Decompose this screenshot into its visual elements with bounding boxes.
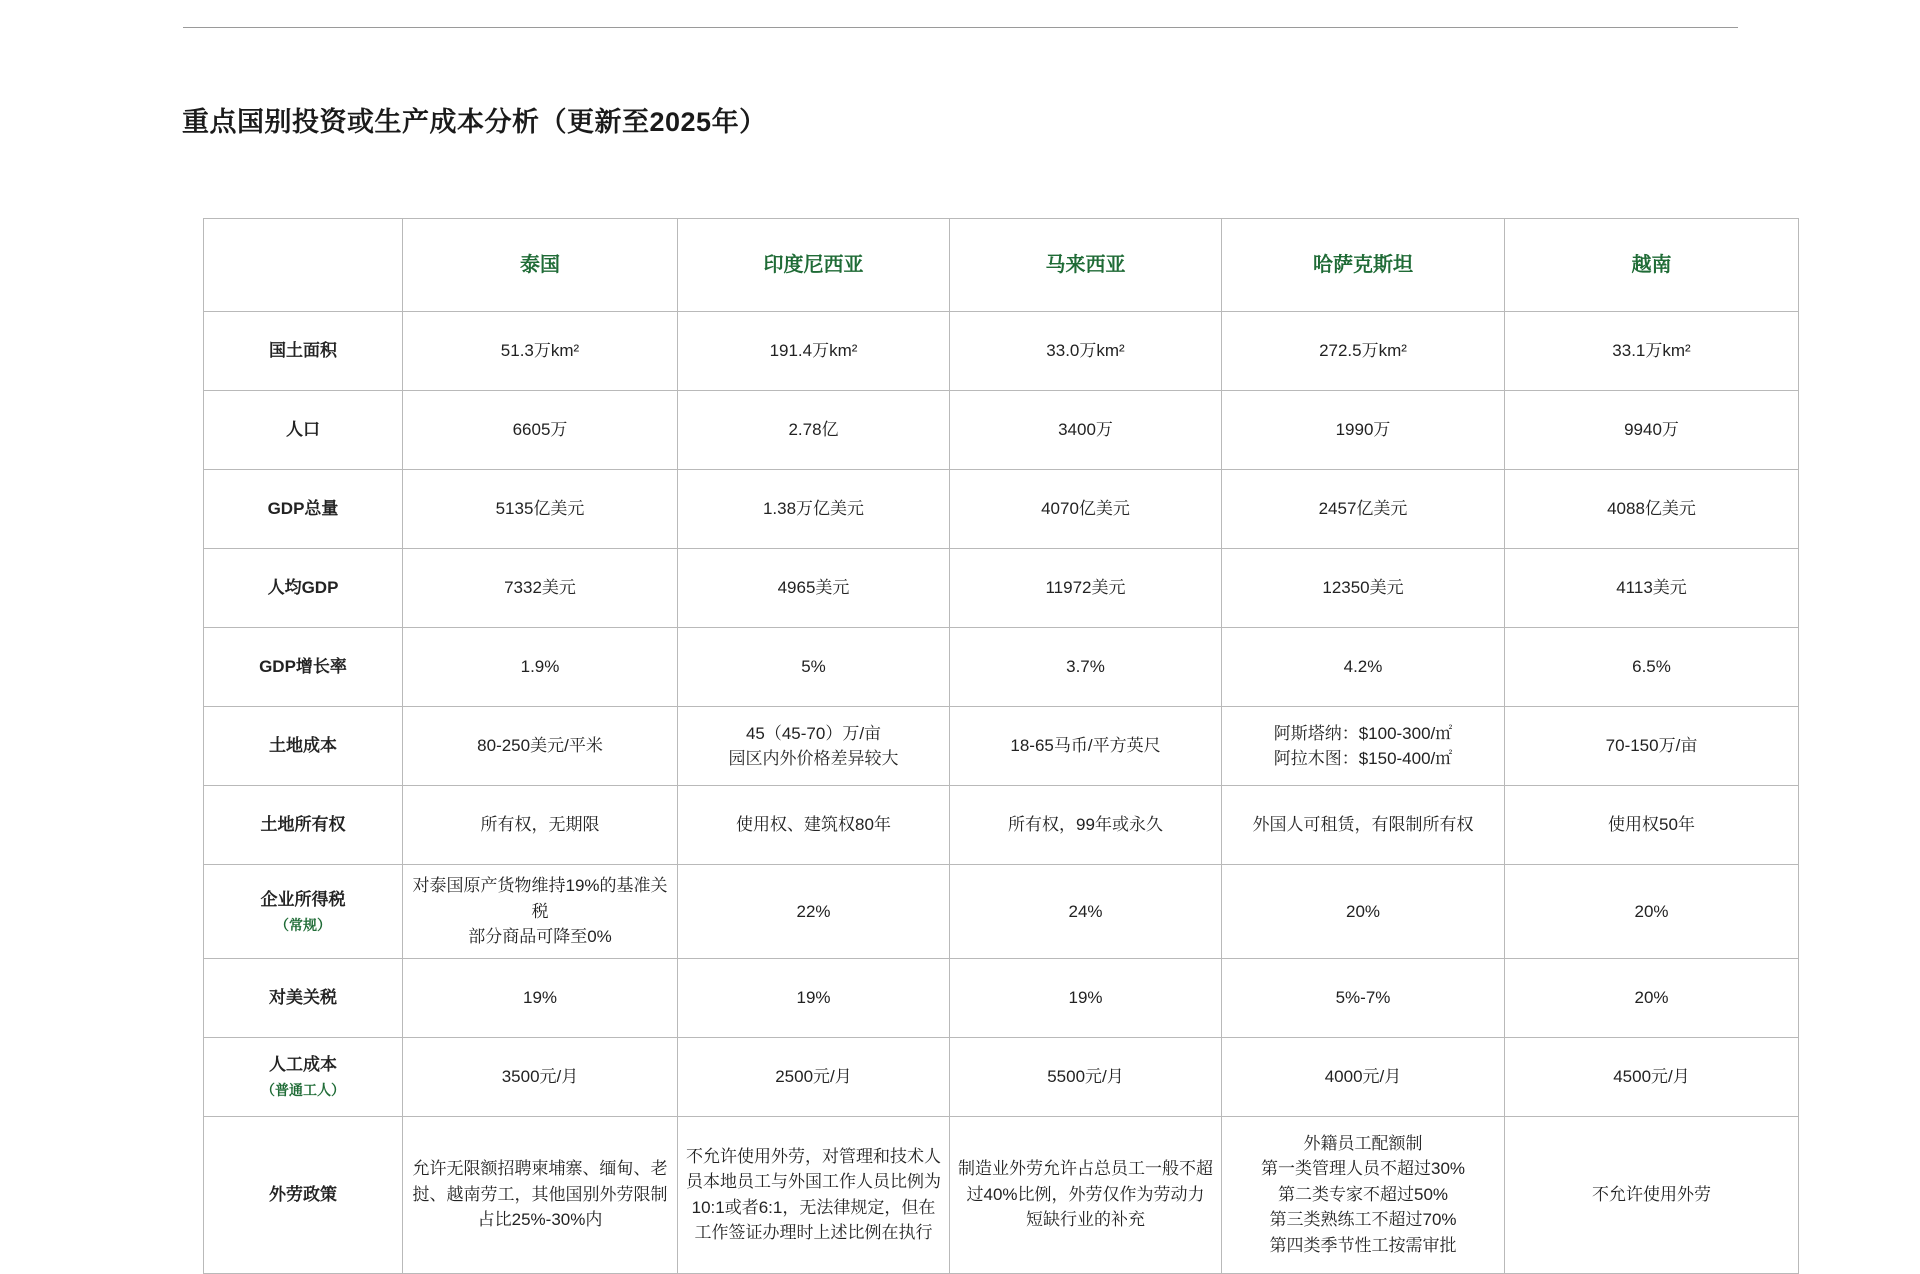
table-body <box>204 312 1799 1274</box>
cell-line: 5%-7% <box>1335 987 1391 1007</box>
cell-line: 33.0万km² <box>1046 341 1125 361</box>
cell-line: 4113美元 <box>1616 578 1687 598</box>
cell-line: 2457亿美元 <box>1318 499 1408 519</box>
cell-line: 1.38万亿美元 <box>762 499 865 519</box>
row-header-label: 土地成本 <box>269 736 337 756</box>
cell-population-kazakhstan <box>1222 391 1505 470</box>
cell-corporate-tax-vietnam <box>1505 865 1799 959</box>
row-header-land-cost <box>204 707 403 786</box>
cell-population-thailand <box>403 391 678 470</box>
cell-gdp-growth-indonesia <box>678 628 950 707</box>
cell-line: 19% <box>796 987 831 1007</box>
cell-line: 4088亿美元 <box>1607 499 1696 519</box>
cell-gdp-per-capita-malaysia <box>950 549 1222 628</box>
cell-line: 33.1万km² <box>1612 341 1691 361</box>
row-header-label: 土地所有权 <box>260 815 346 835</box>
cell-line: 11972美元 <box>1045 578 1126 598</box>
cell-gdp-growth-thailand <box>403 628 678 707</box>
column-header-vietnam: 越南 <box>1505 219 1799 312</box>
cell-land-cost-vietnam <box>1505 707 1799 786</box>
table-header-row <box>204 219 1799 312</box>
cell-gdp-total-vietnam <box>1505 470 1799 549</box>
cell-line: 5135亿美元 <box>495 499 585 519</box>
cell-line: 45（45-70）万/亩 <box>745 723 882 743</box>
cell-population-malaysia <box>950 391 1222 470</box>
header-divider <box>183 27 1738 28</box>
cell-line: 1.9% <box>520 657 560 677</box>
row-header-population <box>204 391 403 470</box>
cell-line: 3500元/月 <box>501 1066 579 1086</box>
row-header-sublabel: （常规） <box>275 916 331 933</box>
cell-labor-cost-kazakhstan <box>1222 1037 1505 1116</box>
cell-line: 5500元/月 <box>1047 1066 1124 1086</box>
cell-gdp-total-indonesia <box>678 470 950 549</box>
cell-foreign-labor-policy-thailand <box>403 1116 678 1273</box>
row-header-corporate-tax <box>204 865 403 959</box>
cell-population-vietnam <box>1505 391 1799 470</box>
cell-gdp-per-capita-thailand <box>403 549 678 628</box>
page-title: 重点国别投资或生产成本分析（更新至2025年） <box>182 107 767 137</box>
cell-line: 4070亿美元 <box>1041 499 1130 519</box>
table-row <box>204 312 1799 391</box>
table-corner-cell <box>204 219 403 312</box>
cell-us-tariff-kazakhstan <box>1222 958 1505 1037</box>
cell-gdp-growth-malaysia <box>950 628 1222 707</box>
cell-line: 1990万 <box>1335 420 1391 440</box>
cell-line: 20% <box>1345 901 1381 921</box>
cell-line: 18-65马币/平方英尺 <box>1010 736 1161 756</box>
cell-corporate-tax-thailand <box>403 865 678 959</box>
table-row <box>204 865 1799 959</box>
table-row <box>204 958 1799 1037</box>
cell-land-ownership-kazakhstan <box>1222 786 1505 865</box>
cell-gdp-growth-kazakhstan <box>1222 628 1505 707</box>
cell-gdp-per-capita-vietnam <box>1505 549 1799 628</box>
cell-line: 所有权，无期限 <box>480 815 600 835</box>
cell-land-cost-indonesia <box>678 707 950 786</box>
cell-foreign-labor-policy-indonesia <box>678 1116 950 1273</box>
cell-land-area-kazakhstan <box>1222 312 1505 391</box>
cell-land-area-thailand <box>403 312 678 391</box>
cell-line: 19% <box>522 987 558 1007</box>
cell-population-indonesia <box>678 391 950 470</box>
row-header-label: GDP增长率 <box>259 657 347 677</box>
row-header-gdp-growth <box>204 628 403 707</box>
cell-line: 阿斯塔纳：$100-300/㎡ <box>1273 723 1453 743</box>
row-header-sublabel: （普通工人） <box>261 1081 345 1098</box>
cell-land-area-indonesia <box>678 312 950 391</box>
cell-line: 24% <box>1068 901 1103 921</box>
cell-line: 所有权，99年或永久 <box>1008 815 1163 835</box>
cell-line: 阿拉木图：$150-400/㎡ <box>1273 749 1453 768</box>
cell-line: 6605万 <box>512 420 568 440</box>
table-row <box>204 1037 1799 1116</box>
cell-line: 使用权、建筑权80年 <box>736 815 891 835</box>
cell-land-ownership-malaysia <box>950 786 1222 865</box>
cell-corporate-tax-malaysia <box>950 865 1222 959</box>
row-header-label: 外劳政策 <box>269 1184 337 1204</box>
cell-line: 5% <box>801 657 826 677</box>
cell-foreign-labor-policy-vietnam <box>1505 1116 1799 1273</box>
table-row <box>204 391 1799 470</box>
cost-analysis-table <box>203 218 1799 1274</box>
cell-line: 80-250美元/平米 <box>477 736 603 756</box>
cell-line: 园区内外价格差异较大 <box>728 749 899 768</box>
row-header-label: 人均GDP <box>267 578 339 598</box>
cell-line: 部分商品可降至0% <box>468 927 612 946</box>
cell-us-tariff-vietnam <box>1505 958 1799 1037</box>
cell-line: 不允许使用外劳，对管理和技术人员本地员工与外国工作人员比例为10:1或者6:1，无法律规定，但在工作签证办理时上述比例在执行 <box>686 1146 941 1242</box>
cell-line: 19% <box>1068 987 1103 1007</box>
cell-labor-cost-vietnam <box>1505 1037 1799 1116</box>
row-header-label: 对美关税 <box>269 987 337 1007</box>
cell-land-cost-thailand <box>403 707 678 786</box>
cell-line: 12350美元 <box>1322 578 1404 598</box>
row-header-gdp-total <box>204 470 403 549</box>
cell-line: 第二类专家不超过50% <box>1277 1184 1449 1204</box>
table-row <box>204 786 1799 865</box>
cost-analysis-table-container <box>203 218 1798 1274</box>
row-header-land-ownership <box>204 786 403 865</box>
cell-line: 20% <box>1634 987 1669 1007</box>
cell-line: 4.2% <box>1343 657 1383 677</box>
cell-foreign-labor-policy-kazakhstan <box>1222 1116 1505 1273</box>
row-header-land-area <box>204 312 403 391</box>
cell-land-ownership-thailand <box>403 786 678 865</box>
cell-line: 制造业外劳允许占总员工一般不超过40%比例，外劳仅作为劳动力短缺行业的补充 <box>958 1159 1213 1230</box>
cell-gdp-per-capita-indonesia <box>678 549 950 628</box>
cell-gdp-total-malaysia <box>950 470 1222 549</box>
cell-gdp-total-kazakhstan <box>1222 470 1505 549</box>
cell-labor-cost-thailand <box>403 1037 678 1116</box>
row-header-label: 企业所得税 <box>260 890 346 909</box>
table-row <box>204 628 1799 707</box>
cell-line: 不允许使用外劳 <box>1592 1184 1711 1204</box>
table-row <box>204 470 1799 549</box>
cell-us-tariff-malaysia <box>950 958 1222 1037</box>
cell-line: 6.5% <box>1632 657 1671 677</box>
table-header <box>204 219 1799 312</box>
table-row <box>204 549 1799 628</box>
cell-line: 4965美元 <box>777 578 850 598</box>
row-header-labor-cost <box>204 1037 403 1116</box>
cell-line: 对泰国原产货物维持19%的基准关税 <box>412 876 668 921</box>
cell-land-area-vietnam <box>1505 312 1799 391</box>
cell-line: 第三类熟练工不超过70% <box>1269 1210 1457 1230</box>
cell-corporate-tax-kazakhstan <box>1222 865 1505 959</box>
cell-us-tariff-indonesia <box>678 958 950 1037</box>
cell-line: 2500元/月 <box>775 1066 852 1086</box>
row-header-us-tariff <box>204 958 403 1037</box>
column-header-malaysia: 马来西亚 <box>950 219 1222 312</box>
row-header-foreign-labor-policy <box>204 1116 403 1273</box>
cell-gdp-growth-vietnam <box>1505 628 1799 707</box>
cell-line: 51.3万km² <box>500 341 580 361</box>
cell-line: 7332美元 <box>504 578 576 598</box>
row-header-label: 人口 <box>286 420 320 440</box>
cell-line: 9940万 <box>1624 420 1679 440</box>
row-header-label: 国土面积 <box>269 341 337 361</box>
cell-labor-cost-malaysia <box>950 1037 1222 1116</box>
cell-line: 272.5万km² <box>1319 341 1407 361</box>
column-header-kazakhstan: 哈萨克斯坦 <box>1222 219 1505 312</box>
table-row <box>204 707 1799 786</box>
cell-foreign-labor-policy-malaysia <box>950 1116 1222 1273</box>
cell-line: 191.4万km² <box>769 341 858 361</box>
cell-line: 22% <box>796 901 831 921</box>
cell-line: 第四类季节性工按需审批 <box>1269 1235 1457 1255</box>
cell-line: 4000元/月 <box>1324 1066 1402 1086</box>
row-header-gdp-per-capita <box>204 549 403 628</box>
cell-line: 3.7% <box>1066 657 1105 677</box>
cell-line: 20% <box>1634 901 1669 921</box>
cell-line: 3400万 <box>1058 420 1113 440</box>
column-header-thailand: 泰国 <box>403 219 678 312</box>
table-row <box>204 1116 1799 1273</box>
row-header-label: 人工成本 <box>269 1055 337 1075</box>
column-header-indonesia: 印度尼西亚 <box>678 219 950 312</box>
cell-line: 4500元/月 <box>1613 1066 1690 1086</box>
cell-line: 2.78亿 <box>788 420 839 440</box>
cell-us-tariff-thailand <box>403 958 678 1037</box>
cell-line: 70-150万/亩 <box>1605 736 1698 756</box>
cell-corporate-tax-indonesia <box>678 865 950 959</box>
cell-line: 外籍员工配额制 <box>1303 1133 1423 1153</box>
cell-labor-cost-indonesia <box>678 1037 950 1116</box>
cell-line: 使用权50年 <box>1608 815 1695 835</box>
cell-land-cost-malaysia <box>950 707 1222 786</box>
cell-land-cost-kazakhstan <box>1222 707 1505 786</box>
row-header-label: GDP总量 <box>267 499 339 519</box>
cell-land-ownership-vietnam <box>1505 786 1799 865</box>
cell-line: 占比25%-30%内 <box>477 1210 603 1230</box>
cell-gdp-total-thailand <box>403 470 678 549</box>
cell-line: 第一类管理人员不超过30% <box>1260 1159 1466 1179</box>
cell-line: 外国人可租赁，有限制所有权 <box>1252 815 1474 835</box>
cell-gdp-per-capita-kazakhstan <box>1222 549 1505 628</box>
cell-line: 允许无限额招聘柬埔寨、缅甸、老挝、越南劳工，其他国别外劳限制 <box>412 1159 668 1204</box>
cell-land-area-malaysia <box>950 312 1222 391</box>
cell-land-ownership-indonesia <box>678 786 950 865</box>
